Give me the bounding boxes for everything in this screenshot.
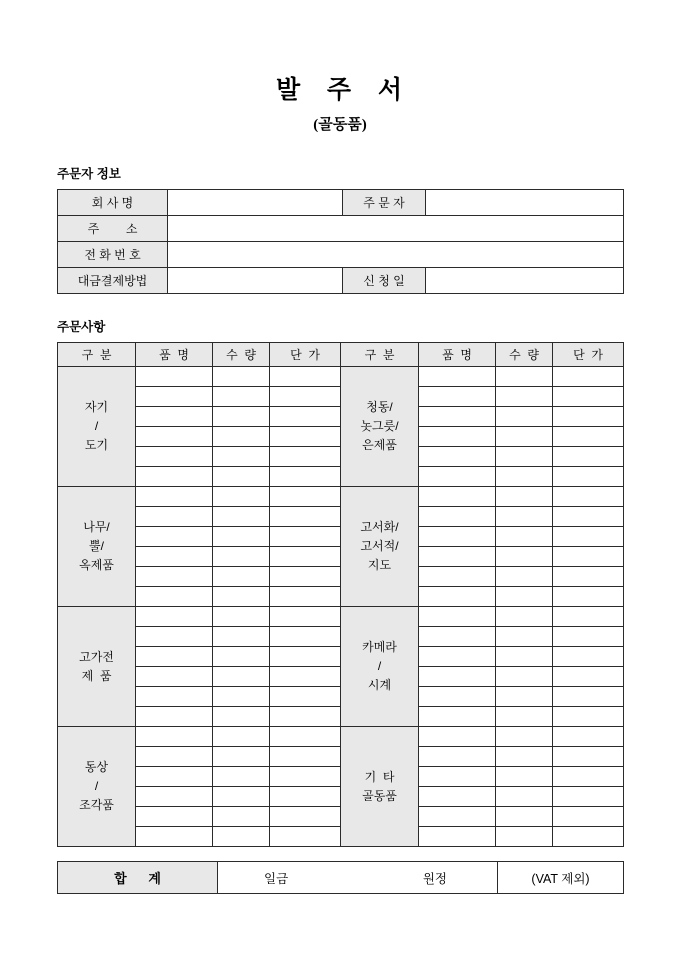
item-name-cell[interactable] [419,627,496,647]
item-name-cell[interactable] [136,487,213,507]
item-name-cell[interactable] [136,527,213,547]
unit-price-cell[interactable] [270,707,341,727]
quantity-cell[interactable] [213,447,270,467]
order-table-header-row [58,343,624,367]
quantity-cell[interactable] [213,667,270,687]
quantity-cell[interactable] [496,447,553,467]
quantity-cell[interactable] [213,407,270,427]
category-line: 자기 [84,400,109,414]
item-name-cell[interactable] [419,407,496,427]
category-cell-high-price-products [58,607,136,727]
amount-text [218,869,497,887]
category-line: 골동품 [362,788,397,803]
item-name-cell[interactable] [419,647,496,667]
item-name-cell[interactable] [136,647,213,667]
category-line: 고서화/ [360,520,399,534]
item-name-cell[interactable] [136,587,213,607]
document-subtitle: (골동품) [313,117,367,133]
quantity-cell[interactable] [496,467,553,487]
category-cell-other-antiques [341,727,419,847]
quantity-cell[interactable] [213,367,270,387]
item-name-cell[interactable] [136,547,213,567]
order-column-header: 구 분 [341,343,419,367]
order-table-body [58,367,624,847]
quantity-cell[interactable] [496,787,553,807]
quantity-cell[interactable] [213,767,270,787]
unit-price-cell[interactable] [270,667,341,687]
unit-price-cell[interactable] [553,527,624,547]
total-amount-field[interactable] [218,862,498,894]
order-column-header: 수 량 [213,343,270,367]
payment-method-label: 대금결제방법 [58,268,168,294]
category-cell-statue-sculpture [58,727,136,847]
category-line: 옥제품 [79,558,114,572]
quantity-cell[interactable] [496,707,553,727]
quantity-cell[interactable] [213,827,270,847]
quantity-cell[interactable] [496,547,553,567]
unit-price-cell[interactable] [553,507,624,527]
unit-price-cell[interactable] [553,567,624,587]
quantity-cell[interactable] [213,627,270,647]
unit-price-cell[interactable] [553,627,624,647]
item-name-cell[interactable] [419,767,496,787]
item-name-cell[interactable] [419,567,496,587]
phone-label: 전 화 번 호 [58,242,168,268]
item-name-cell[interactable] [136,827,213,847]
unit-price-cell[interactable] [270,687,341,707]
unit-price-cell[interactable] [270,727,341,747]
address-label: 주 소 [58,216,168,242]
unit-price-cell[interactable] [270,447,341,467]
category-line: 은제품 [362,438,397,452]
quantity-cell[interactable] [213,607,270,627]
quantity-cell[interactable] [213,727,270,747]
company-name-label: 회 사 명 [58,190,168,216]
item-name-cell[interactable] [136,507,213,527]
category-cell-porcelain-pottery [58,367,136,487]
quantity-cell[interactable] [496,827,553,847]
quantity-cell[interactable] [213,807,270,827]
category-line: 기 타 [364,769,395,784]
item-name-cell[interactable] [136,687,213,707]
orderer-name-label: 주 문 자 [343,190,426,216]
item-name-cell[interactable] [136,747,213,767]
unit-price-cell[interactable] [553,647,624,667]
quantity-cell[interactable] [496,667,553,687]
quantity-cell[interactable] [213,787,270,807]
unit-price-cell[interactable] [553,787,624,807]
request-date-label: 신 청 일 [343,268,426,294]
category-line: 동상 [84,760,109,774]
item-name-cell[interactable] [419,587,496,607]
item-name-cell[interactable] [419,467,496,487]
unit-price-cell[interactable] [553,487,624,507]
item-name-cell[interactable] [136,667,213,687]
quantity-cell[interactable] [496,387,553,407]
orderer-name-field[interactable] [426,190,624,216]
item-name-cell[interactable] [136,807,213,827]
unit-price-cell[interactable] [270,547,341,567]
order-column-header: 구 분 [58,343,136,367]
unit-price-cell[interactable] [270,527,341,547]
category-line: 시계 [367,678,392,692]
item-name-cell[interactable] [419,807,496,827]
item-name-cell[interactable] [136,447,213,467]
unit-price-cell[interactable] [553,427,624,447]
item-name-cell[interactable] [419,787,496,807]
category-line: 놋그릇/ [360,419,399,433]
total-row [58,862,624,894]
category-cell-camera-clock [341,607,419,727]
category-line: / [94,779,99,793]
unit-price-cell[interactable] [270,567,341,587]
category-line: 제 품 [81,668,112,683]
unit-price-cell[interactable] [270,627,341,647]
amount-prefix-label: 일금 [264,871,289,886]
company-name-field[interactable] [168,190,343,216]
quantity-cell[interactable] [496,407,553,427]
item-name-cell[interactable] [419,727,496,747]
unit-price-cell[interactable] [553,747,624,767]
quantity-cell[interactable] [213,567,270,587]
category-cell-old-paintings-books-maps [341,487,419,607]
orderer-row-payment [58,268,624,294]
unit-price-cell[interactable] [553,467,624,487]
quantity-cell[interactable] [496,527,553,547]
order-items-table [57,342,624,847]
quantity-cell[interactable] [213,527,270,547]
quantity-cell[interactable] [496,727,553,747]
category-line: 조각품 [79,798,114,812]
item-name-cell[interactable] [136,787,213,807]
amount-suffix-label: 원정 [422,871,447,886]
order-column-header: 단 가 [270,343,341,367]
item-name-cell[interactable] [419,607,496,627]
item-name-cell[interactable] [419,427,496,447]
quantity-cell[interactable] [213,467,270,487]
quantity-cell[interactable] [496,807,553,827]
quantity-cell[interactable] [496,567,553,587]
item-name-cell[interactable] [136,727,213,747]
address-field[interactable] [168,216,624,242]
item-name-cell[interactable] [419,687,496,707]
unit-price-cell[interactable] [553,667,624,687]
unit-price-cell[interactable] [270,427,341,447]
unit-price-cell[interactable] [553,367,624,387]
orderer-row-phone [58,242,624,268]
unit-price-cell[interactable] [553,687,624,707]
unit-price-cell[interactable] [553,827,624,847]
unit-price-cell[interactable] [553,407,624,427]
quantity-cell[interactable] [213,427,270,447]
unit-price-cell[interactable] [553,767,624,787]
unit-price-cell[interactable] [270,747,341,767]
item-name-cell[interactable] [136,707,213,727]
unit-price-cell[interactable] [270,587,341,607]
item-name-cell[interactable] [136,567,213,587]
quantity-cell[interactable] [496,427,553,447]
quantity-cell[interactable] [496,487,553,507]
quantity-cell[interactable] [496,587,553,607]
order-column-header: 품 명 [419,343,496,367]
unit-price-cell[interactable] [553,607,624,627]
item-name-cell[interactable] [419,387,496,407]
category-line: 고서적/ [360,539,399,553]
unit-price-cell[interactable] [270,467,341,487]
unit-price-cell[interactable] [270,367,341,387]
quantity-cell[interactable] [496,367,553,387]
item-name-cell[interactable] [136,427,213,447]
unit-price-cell[interactable] [270,487,341,507]
unit-price-cell[interactable] [270,767,341,787]
document-title: 발 주 서 [276,77,404,104]
category-line: / [94,419,99,433]
unit-price-cell[interactable] [270,787,341,807]
unit-price-cell[interactable] [270,607,341,627]
order-column-header: 수 량 [496,343,553,367]
order-details-heading: 주문사항 [57,320,106,334]
orderer-info-heading: 주문자 정보 [57,167,121,181]
unit-price-cell[interactable] [270,807,341,827]
item-name-cell[interactable] [419,367,496,387]
unit-price-cell[interactable] [270,507,341,527]
order-row [58,367,624,387]
order-row [58,607,624,627]
quantity-cell[interactable] [496,607,553,627]
total-label: 합 계 [58,862,218,894]
quantity-cell[interactable] [213,747,270,767]
item-name-cell[interactable] [419,667,496,687]
item-name-cell[interactable] [136,407,213,427]
item-name-cell[interactable] [419,707,496,727]
item-name-cell[interactable] [419,447,496,467]
quantity-cell[interactable] [496,767,553,787]
item-name-cell[interactable] [419,527,496,547]
quantity-cell[interactable] [496,747,553,767]
unit-price-cell[interactable] [553,707,624,727]
unit-price-cell[interactable] [270,647,341,667]
item-name-cell[interactable] [419,547,496,567]
quantity-cell[interactable] [496,687,553,707]
item-name-cell[interactable] [136,627,213,647]
quantity-cell[interactable] [213,587,270,607]
orderer-row-address [58,216,624,242]
order-column-header: 단 가 [553,343,624,367]
unit-price-cell[interactable] [553,727,624,747]
quantity-cell[interactable] [213,547,270,567]
unit-price-cell[interactable] [270,407,341,427]
item-name-cell[interactable] [136,767,213,787]
category-line: 고가전 [79,649,114,664]
item-name-cell[interactable] [136,607,213,627]
category-cell-bronze-brassware-silver [341,367,419,487]
unit-price-cell[interactable] [270,827,341,847]
category-line: 지도 [367,558,392,572]
order-row [58,487,624,507]
quantity-cell[interactable] [213,507,270,527]
quantity-cell[interactable] [496,627,553,647]
quantity-cell[interactable] [213,687,270,707]
order-column-header: 품 명 [136,343,213,367]
item-name-cell[interactable] [419,747,496,767]
category-line: 뿔/ [89,539,104,553]
item-name-cell[interactable] [136,367,213,387]
unit-price-cell[interactable] [270,387,341,407]
item-name-cell[interactable] [419,827,496,847]
item-name-cell[interactable] [136,387,213,407]
orderer-row-company [58,190,624,216]
unit-price-cell[interactable] [553,807,624,827]
quantity-cell[interactable] [213,387,270,407]
request-date-field[interactable] [426,268,624,294]
quantity-cell[interactable] [213,647,270,667]
unit-price-cell[interactable] [553,547,624,567]
quantity-cell[interactable] [213,487,270,507]
item-name-cell[interactable] [419,487,496,507]
total-table [57,861,624,894]
vat-note: (VAT 제외) [498,862,624,894]
item-name-cell[interactable] [136,467,213,487]
quantity-cell[interactable] [213,707,270,727]
quantity-cell[interactable] [496,507,553,527]
quantity-cell[interactable] [496,647,553,667]
unit-price-cell[interactable] [553,587,624,607]
item-name-cell[interactable] [419,507,496,527]
category-line: 도기 [84,438,109,452]
orderer-info-table [57,189,624,294]
unit-price-cell[interactable] [553,447,624,467]
payment-method-field[interactable] [168,268,343,294]
order-row [58,727,624,747]
category-cell-wood-horn-jade [58,487,136,607]
category-line: 카메라 [362,640,397,654]
category-line: 나무/ [83,520,110,534]
phone-field[interactable] [168,242,624,268]
category-line: / [377,659,382,673]
unit-price-cell[interactable] [553,387,624,407]
category-line: 청동/ [366,400,393,414]
